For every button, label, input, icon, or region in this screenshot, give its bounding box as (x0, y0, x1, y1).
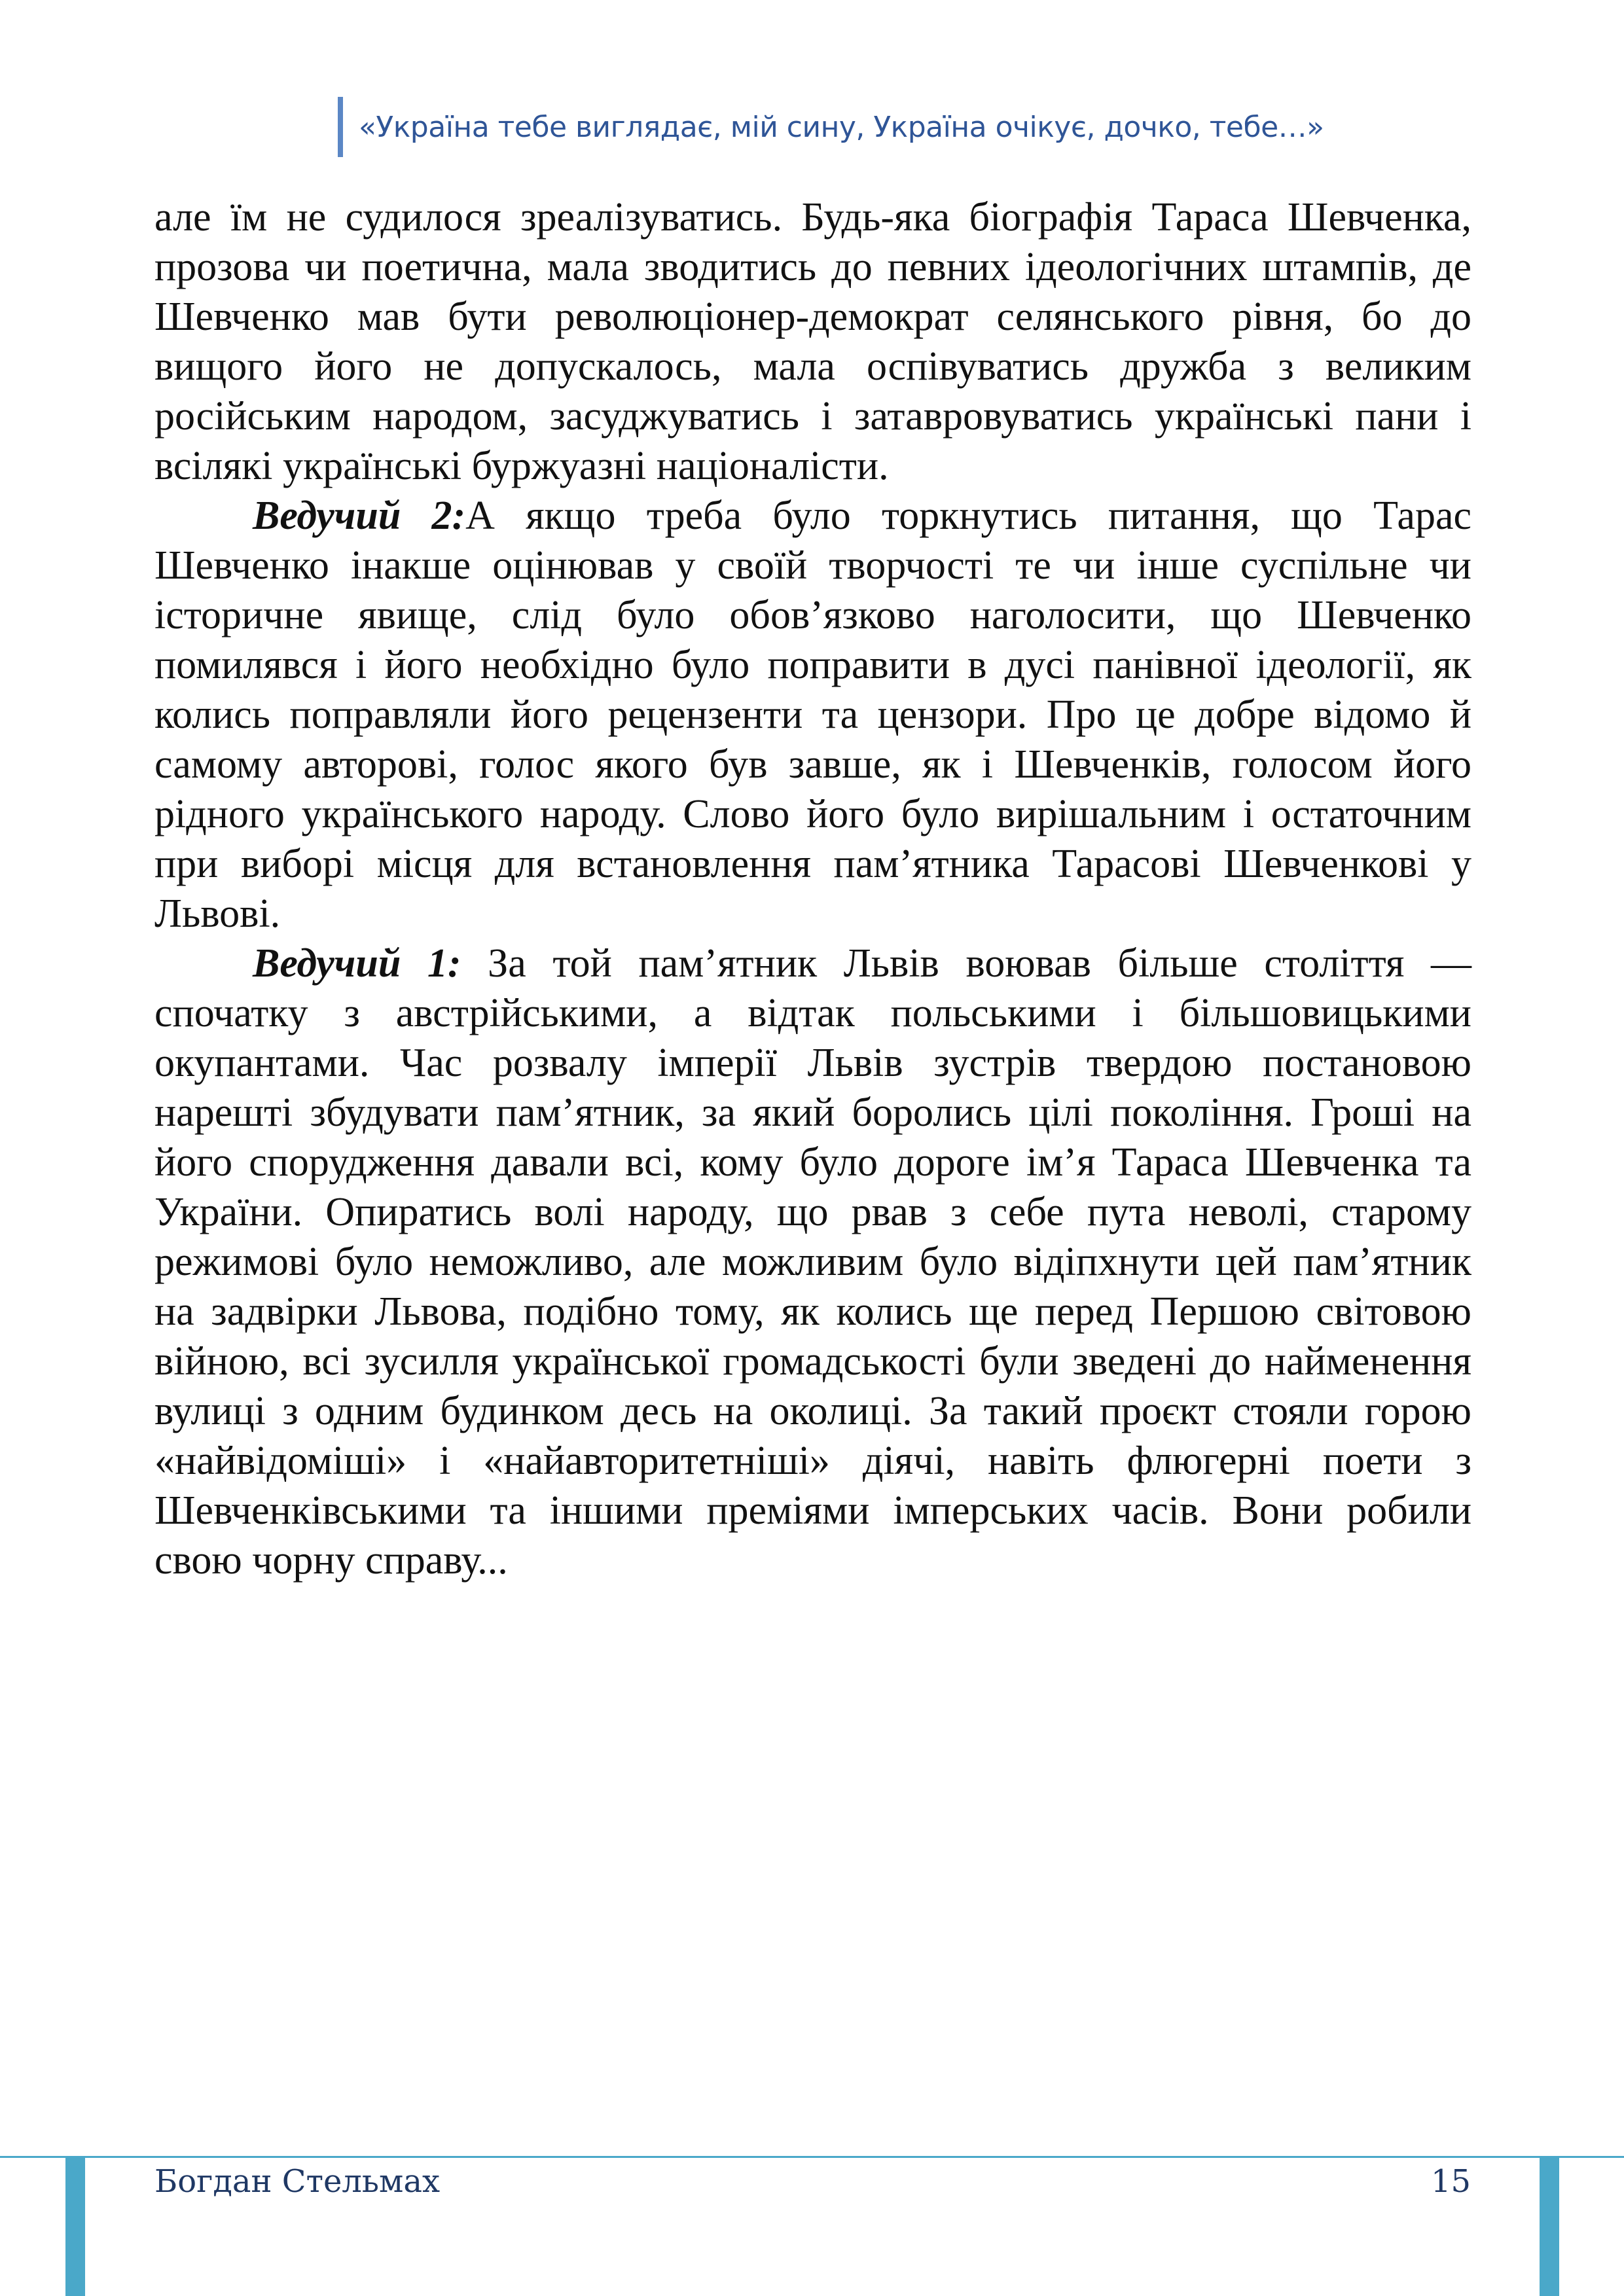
paragraph-1 (154, 192, 1471, 491)
speaker-label-1: Ведучий 1: (253, 941, 461, 986)
page-number: 15 (1431, 2163, 1471, 2200)
paragraph-2-text: А якщо треба було торкнутись питання, що Тарас Шевченко інакше оцінював у своїй творчості те чи інше суспільне чи історичне явище, слід було обов’язково наголосити, що Шевченко помилявся і його необхідно було поправити в дусі панівної ідеології, як колись поправляли його рецензенти та цензори. Про це добре відомо й самому авторові, голос якого був завше, як і Шевченків, голосом його рідного українського народу. Слово його було вирішальним і остаточним при виборі місця для встановлення пам’ятника Тарасові Шевченкові у Львові. (154, 493, 1471, 936)
speaker-label-2: Ведучий 2: (253, 493, 466, 538)
body-text (154, 192, 1471, 1585)
paragraph-2 (154, 491, 1471, 939)
paragraph-3 (154, 939, 1471, 1585)
footer-rule (0, 2156, 1624, 2158)
footer-left-bar (65, 2158, 85, 2296)
running-header (338, 97, 1324, 157)
paragraph-1-text: але їм не судилося зреалізуватись. Будь-яка біографія Тараса Шевченка, прозова чи поетична, мала зводитись до певних ідеологічних штампів, де Шевченко мав бути революціонер-демократ селянського рівня, бо до вищого його не допускалось, мала оспівуватись дружба з великим російським народом, засуджуватись і затавровуватись українські пани і всілякі українські буржуазні націоналісти. (154, 195, 1471, 488)
footer-right-bar (1540, 2158, 1559, 2296)
paragraph-3-text: За той пам’ятник Львів воював більше століття — спочатку з австрійськими, а відтак польськими і більшовицькими окупантами. Час розвалу імперії Львів зустрів твердою постановою нарешті збудувати пам’ятник, за який боролись цілі покоління. Гроші на його спорудження давали всі, кому було дороге ім’я Тараса Шевченка та України. Опиратись волі народу, що рвав з себе пута неволі, старому режимові було неможливо, але можливим було відіпхнути цей пам’ятник на задвірки Львова, подібно тому, як колись ще перед Першою світовою війною, всі зусилля української громадськості були зведені до найменення вулиці з одним будинком десь на околиці. За такий проєкт стояли горою «найвідоміші» і «найавторитетніші» діячі, навіть флюгерні поети з Шевченківськими та іншими преміями імперських часів. Вони робили свою чорну справу... (154, 941, 1471, 1583)
running-title: «Україна тебе виглядає, мій сину, Україна очікує, дочко, тебе…» (359, 110, 1324, 144)
footer-author: Богдан Стельмах (154, 2163, 441, 2200)
